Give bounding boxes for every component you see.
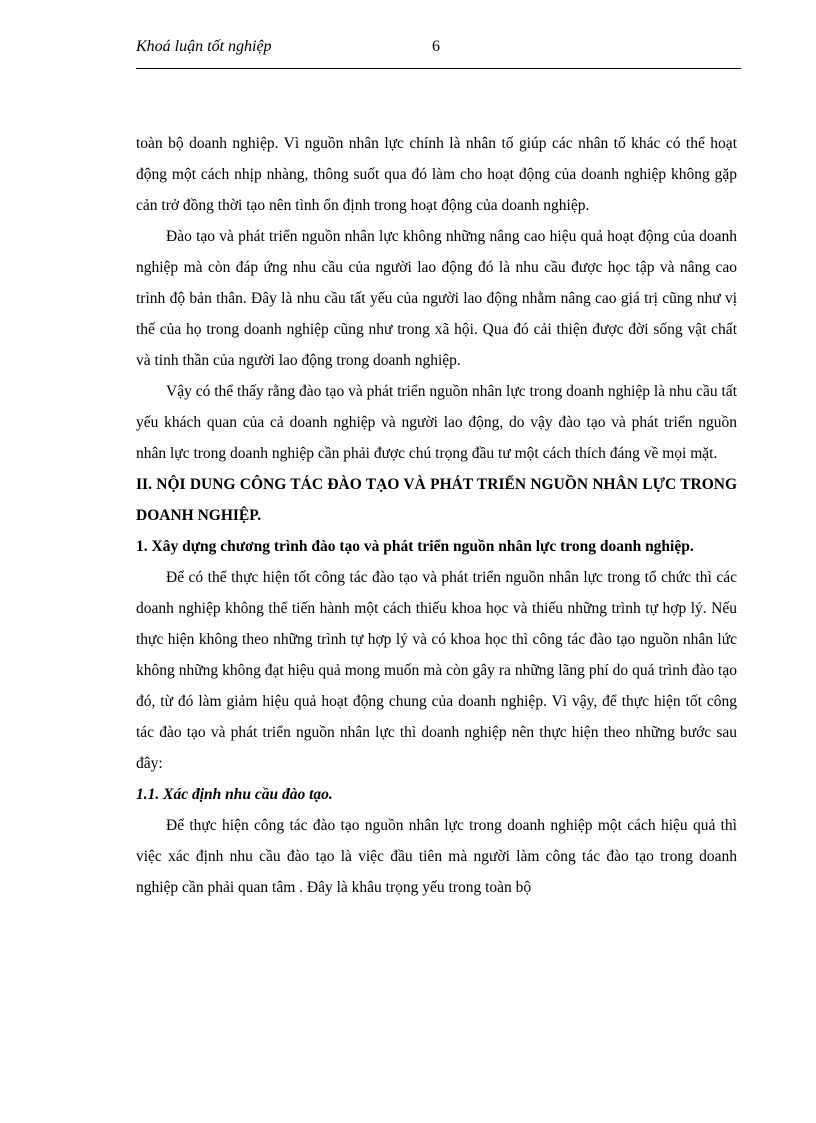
subsection-heading: 1. Xây dựng chương trình đào tạo và phát triển nguồn nhân lực trong doanh nghiệp. xyxy=(136,538,694,555)
section-heading: II. NỘI DUNG CÔNG TÁC ĐÀO TẠO VÀ PHÁT TRIỂN NGUỒN NHÂN LỰC TRONG DOANH NGHIỆP. xyxy=(136,476,737,524)
header-title: Khoá luận tốt nghiệp xyxy=(136,38,272,55)
paragraph: Để thực hiện công tác đào tạo nguồn nhân lực trong doanh nghiệp một cách hiệu quả thì việc xác định nhu cầu đào tạo là việc đầu tiên mà người làm công tác đào tạo trong doanh nghiệp cần phải quan tâm . Đây là khâu trọng yếu trong toàn bộ xyxy=(136,817,737,896)
document-body xyxy=(136,128,737,903)
paragraph: Đào tạo và phát triển nguồn nhân lực không những nâng cao hiệu quả hoạt động của doanh nghiệp mà còn đáp ứng nhu cầu của người lao động đó là nhu cầu được học tập và nâng cao trình độ bản thân. Đây là nhu cầu tất yếu của người lao động nhằm nâng cao giá trị cũng như vị thế của họ trong doanh nghiệp cũng như trong xã hội. Qua đó cải thiện được đời sống vật chất và tinh thần của người lao động trong doanh nghiệp. xyxy=(136,228,737,369)
paragraph: Để có thể thực hiện tốt công tác đào tạo và phát triển nguồn nhân lực trong tổ chức thì các doanh nghiệp không thể tiến hành một cách thiếu khoa học và thiếu những trình tự hợp lý. Nếu thực hiện không theo những trình tự hợp lý và có khoa học thì công tác đào tạo nguồn nhân lức không những không đạt hiệu quả mong muốn mà còn gây ra những lãng phí do quá trình đào tạo đó, từ đó làm giảm hiệu quả hoạt động chung của doanh nghiệp. Vì vậy, để thực hiện tốt công tác đào tạo và phát triển nguồn nhân lực thì doanh nghiệp nên thực hiện theo những bước sau đây: xyxy=(136,569,737,772)
paragraph: Vậy có thể thấy rằng đào tạo và phát triển nguồn nhân lực trong doanh nghiệp là nhu cầu tất yếu khách quan của cả doanh nghiệp và người lao động, do vậy đào tạo và phát triển nguồn nhân lực trong doanh nghiệp cần phải được chú trọng đầu tư một cách thích đáng về mọi mặt. xyxy=(136,383,737,462)
subsubsection-heading: 1.1. Xác định nhu cầu đào tạo. xyxy=(136,786,333,803)
page-header xyxy=(136,38,741,60)
page-number: 6 xyxy=(432,38,440,55)
paragraph-continuation: toàn bộ doanh nghiệp. Vì nguồn nhân lực chính là nhân tố giúp các nhân tố khác có thể hoạt động một cách nhịp nhàng, thông suốt qua đó làm cho hoạt động của doanh nghiệp không gặp cản trở đồng thời tạo nên tình ổn định trong hoạt động của doanh nghiệp. xyxy=(136,135,737,214)
header-rule xyxy=(136,68,741,69)
